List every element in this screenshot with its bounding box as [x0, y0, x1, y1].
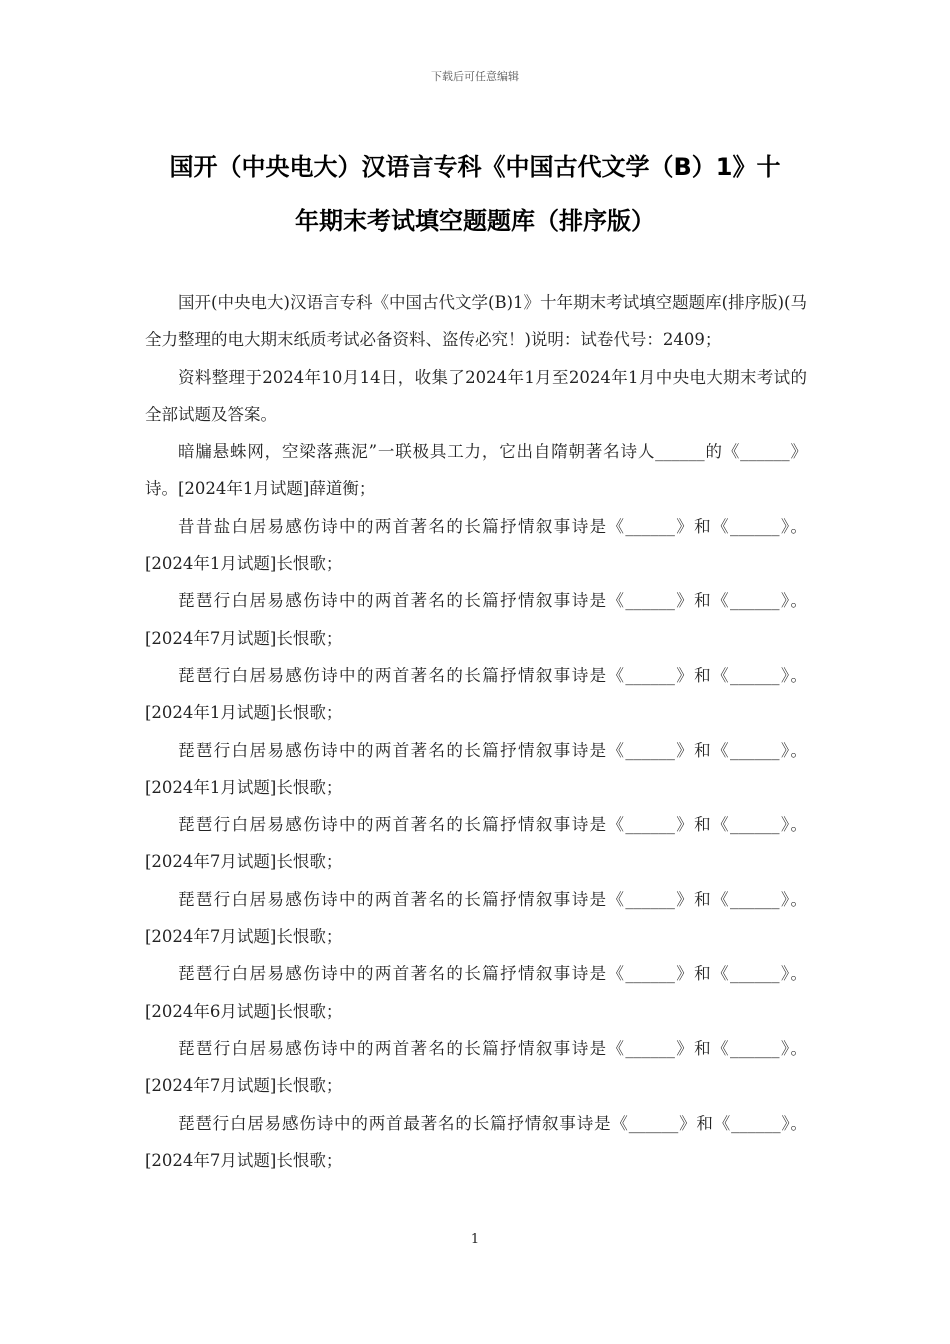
question-item: 琵琶行白居易感伤诗中的两首著名的长篇抒情叙事诗是《______》和《______》。[2024年1月试题]长恨歌； [145, 740, 807, 797]
question-item: 琵琶行白居易感伤诗中的两首著名的长篇抒情叙事诗是《______》和《______》。[2024年7月试题]长恨歌； [145, 889, 807, 947]
question-item: 琵琶行白居易感伤诗中的两首著名的长篇抒情叙事诗是《______》和《______》。[2024年7月试题]长恨歌； [145, 591, 807, 648]
question-item: 琵琶行白居易感伤诗中的两首著名的长篇抒情叙事诗是《______》和《______》。[2024年6月试题]长恨歌； [145, 964, 807, 1021]
question-item: 琵琶行白居易感伤诗中的两首最著名的长篇抒情叙事诗是《______》和《______》。[2024年7月试题]长恨歌； [145, 1113, 807, 1170]
title-line-1: 国开（中央电大）汉语言专科《中国古代文学（B）1》十 [169, 153, 781, 181]
page-header: 下载后可任意编辑 [431, 70, 519, 83]
title-line-2: 年期末考试填空题题库（排序版） [295, 207, 655, 235]
document-body [145, 284, 807, 1179]
question-item: 昔昔盐白居易感伤诗中的两首著名的长篇抒情叙事诗是《______》和《______》。[2024年1月试题]长恨歌； [145, 516, 807, 574]
question-item: 琵琶行白居易感伤诗中的两首著名的长篇抒情叙事诗是《______》和《______》。[2024年7月试题]长恨歌； [145, 1038, 807, 1096]
question-item: 暗牖悬蛛网，空梁落燕泥”一联极具工力，它出自隋朝著名诗人______的《______》诗。[2024年1月试题]薛道衡； [145, 442, 807, 499]
question-item: 琵琶行白居易感伤诗中的两首著名的长篇抒情叙事诗是《______》和《______》。[2024年7月试题]长恨歌； [145, 815, 807, 872]
page-number: 1 [470, 1232, 480, 1247]
paragraph-intro: 国开(中央电大)汉语言专科《中国古代文学(B)1》十年期末考试填空题题库(排序版)(马全力整理的电大期末纸质考试必备资料、盗传必究！)说明：试卷代号：2409； [145, 293, 807, 350]
paragraph-note: 资料整理于2024年10月14日，收集了2024年1月至2024年1月中央电大期末考试的全部试题及答案。 [145, 367, 807, 424]
question-item: 琵琶行白居易感伤诗中的两首著名的长篇抒情叙事诗是《______》和《______》。[2024年1月试题]长恨歌； [145, 665, 807, 723]
document-title [120, 140, 830, 248]
